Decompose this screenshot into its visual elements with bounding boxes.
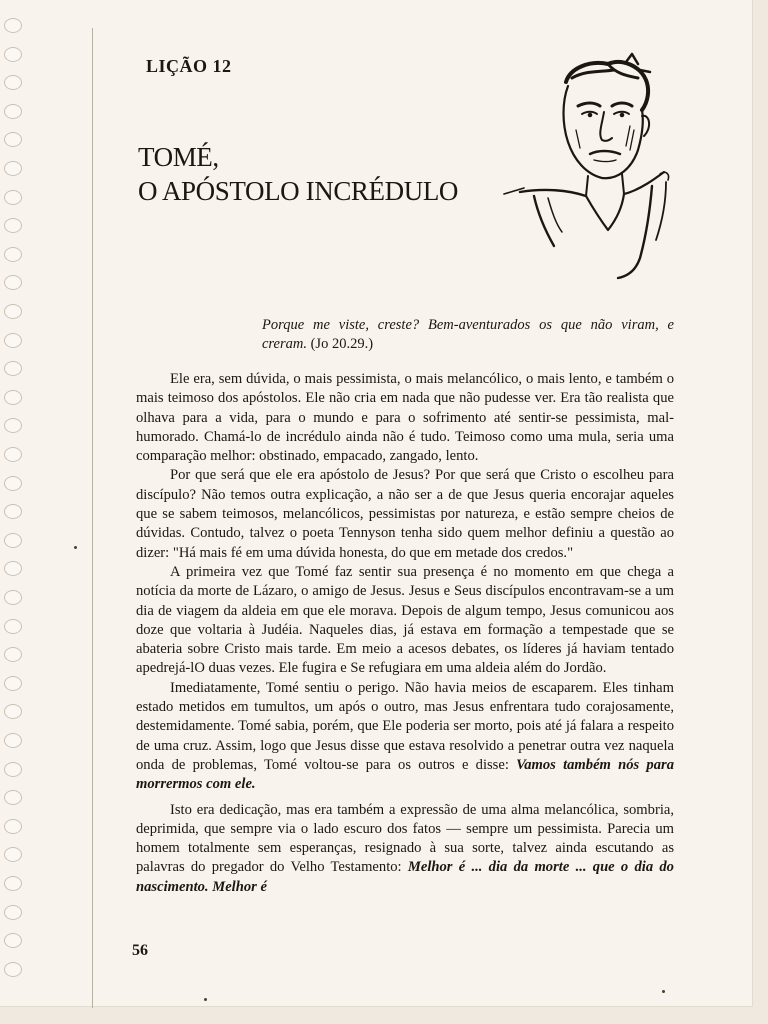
ink-speck — [74, 546, 77, 549]
binding-hole — [4, 962, 22, 977]
binding-hole — [4, 704, 22, 719]
paragraph-3: A primeira vez que Tomé faz sentir sua presença é no momento em que chega a notícia da morte de Lázaro, o amigo de Jesus. Jesus e Seus discípulos encontravam-se a um dia de viagem da aldeia em que ele morava. Depois de algum tempo, Jesus comunicou aos doze que voltaria à Judéia. Naqueles dias, já estava em formação a tempestade que se abateria sobre Cristo mais tarde. Em meio a acesos debates, os líderes já haviam tentado apedrejá-lO duas vezes. Ele fugira e Se refugiara em uma aldeia além do Jordão. — [136, 563, 674, 677]
binding-hole — [4, 676, 22, 691]
binding-hole — [4, 619, 22, 634]
binding-hole — [4, 104, 22, 119]
binding-hole — [4, 18, 22, 33]
page-number: 56 — [132, 942, 148, 959]
paragraph-5-text: Isto era dedicação, mas era também a expressão de uma alma melancólica, sombria, deprimida, que sempre via o lado escuro dos fatos — sempre um pessimista. Parecia um homem totalmente sem esperanças, resignado à sua sorte, talvez ainda escutando as palavras do pregador do Velho Testamento: — [136, 801, 674, 876]
margin-rule — [92, 28, 93, 1008]
epigraph-text: Porque me viste, creste? Bem-aventurados os que não viram, e creram. — [262, 317, 674, 352]
binding-hole — [4, 132, 22, 147]
binding-hole — [4, 533, 22, 548]
binding-hole — [4, 190, 22, 205]
paragraph-4 — [136, 679, 674, 795]
binding-hole — [4, 762, 22, 777]
paragraph-5-quote: Melhor é ... dia da morte ... que o dia do nascimento. Melhor é — [136, 859, 674, 895]
binding-hole — [4, 304, 22, 319]
binding-hole — [4, 218, 22, 233]
binding-hole — [4, 75, 22, 90]
ink-speck — [204, 998, 207, 1001]
binding-hole — [4, 876, 22, 891]
title-line-2: O APÓSTOLO INCRÉDULO — [138, 176, 459, 206]
chapter-title — [138, 140, 498, 208]
lesson-label: LIÇÃO 12 — [146, 56, 232, 76]
epigraph-reference: (Jo 20.29.) — [310, 336, 374, 352]
binding-hole — [4, 361, 22, 376]
binding-hole — [4, 418, 22, 433]
binding-hole — [4, 790, 22, 805]
binding-hole — [4, 161, 22, 176]
binding-hole — [4, 905, 22, 920]
binding-hole — [4, 247, 22, 262]
spiral-binding-holes — [4, 18, 30, 988]
binding-hole — [4, 561, 22, 576]
binding-hole — [4, 275, 22, 290]
binding-hole — [4, 847, 22, 862]
paragraph-1: Ele era, sem dúvida, o mais pessimista, o mais melancólico, o mais lento, e também o mais teimoso dos apóstolos. Ele não cria em nada que não pudesse ver. Era tão realista que olhava para a vida, para o mundo e para o sofrimento até sentir-se pessimista, mal-humorado. Chamá-lo de incrédulo ainda não é tudo. Teimoso como uma mula, seria uma comparação melhor: obstinado, empacado, zangado, lento. — [136, 371, 674, 465]
thomas-portrait-sketch — [490, 50, 690, 282]
binding-hole — [4, 504, 22, 519]
binding-hole — [4, 733, 22, 748]
binding-hole — [4, 390, 22, 405]
epigraph — [262, 316, 674, 354]
binding-hole — [4, 447, 22, 462]
paragraph-5 — [136, 801, 674, 897]
paragraph-2: Por que será que ele era apóstolo de Jesus? Por que será que Cristo o escolheu para discípulo? Não temos outra explicação, a não ser a de que Jesus queria encorajar aqueles que se sabem teimosos, melancólicos, pessimistas por natureza, e estão sempre cheios de dúvidas. Contudo, talvez o poeta Tennyson tenha sido quem melhor definiu a questão ao dizer: "Há mais fé em uma dúvida honesta, do que em metade dos credos." — [136, 467, 674, 561]
paragraph-4-text: Imediatamente, Tomé sentiu o perigo. Não havia meios de escaparem. Eles tinham estado metidos em tumultos, um após o outro, mas Jesus enfrentara tudo corajosamente, destemidamente. Tomé sabia, porém, que Ele poderia ser morto, pois até já falara a respeito de uma cruz. Assim, logo que Jesus disse que estava resolvido a penetrar outra vez naquela onda de problemas, Tomé voltou-se para os outros e disse: — [136, 679, 674, 773]
binding-hole — [4, 476, 22, 491]
paragraph-4-quote: Vamos também nós para morrermos com ele. — [136, 756, 674, 793]
ink-speck — [662, 990, 665, 993]
binding-hole — [4, 590, 22, 605]
binding-hole — [4, 647, 22, 662]
binding-hole — [4, 47, 22, 62]
article-body — [136, 370, 674, 897]
binding-hole — [4, 933, 22, 948]
binding-hole — [4, 333, 22, 348]
binding-hole — [4, 819, 22, 834]
title-line-1: TOMÉ, — [138, 142, 219, 172]
